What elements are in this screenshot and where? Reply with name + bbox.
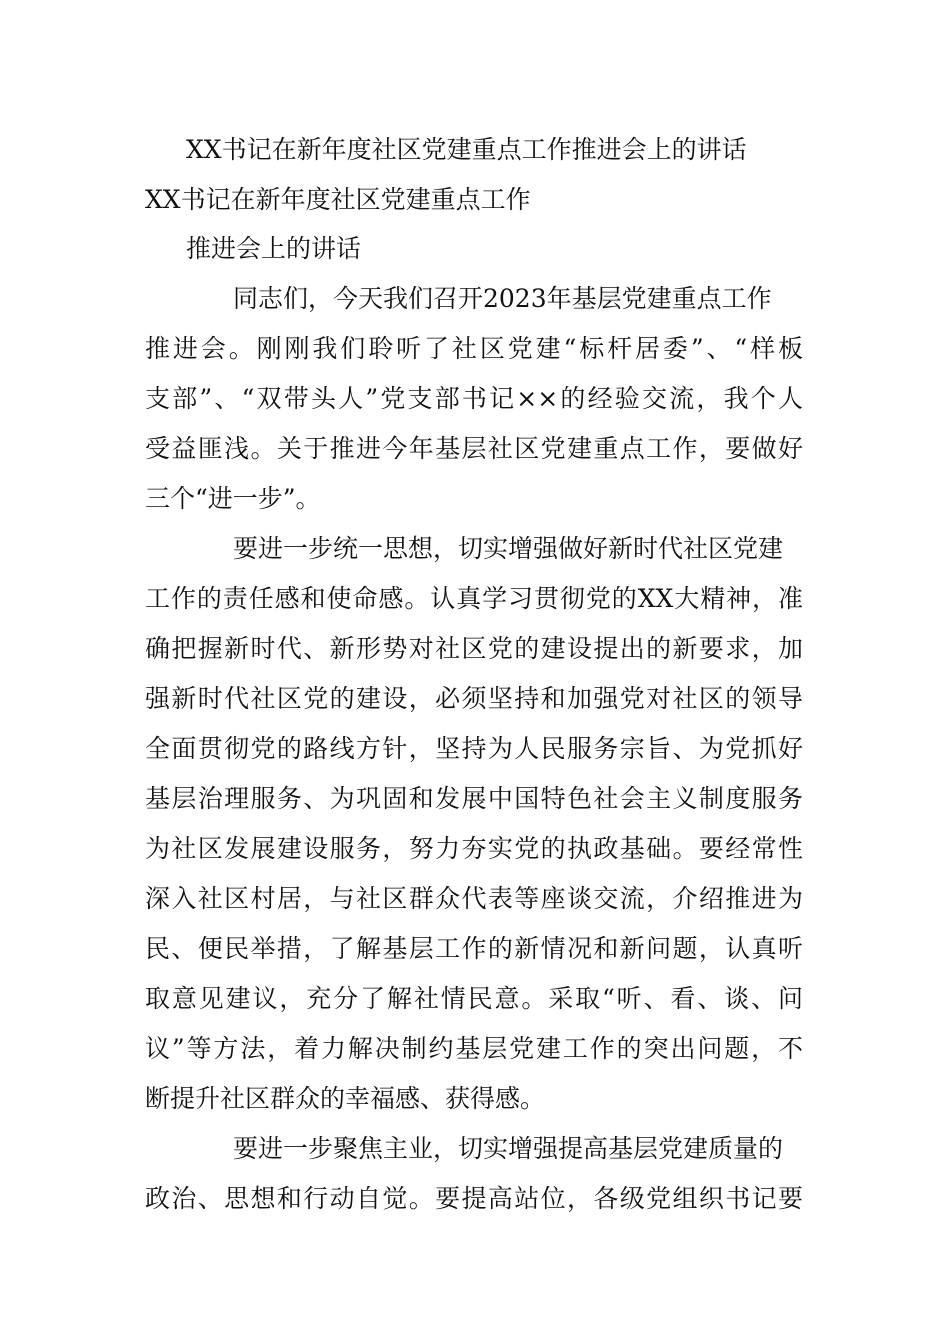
- paragraph-1-line: 推进会。刚刚我们聆听了社区党建“标杆居委”、“样板: [145, 334, 803, 363]
- paragraph-1-line: 三个“进一步”。: [145, 484, 321, 513]
- paragraph-2-line: 基层治理服务、为巩固和发展中国特色社会主义制度服务: [145, 784, 803, 813]
- paragraph-2-line: 断提升社区群众的幸福感、获得感。: [145, 1084, 546, 1113]
- paragraph-2-line: 工作的责任感和使命感。认真学习贯彻党的XX大精神，准: [145, 584, 803, 613]
- paragraph-2-line: 民、便民举措，了解基层工作的新情况和新问题，认真听: [145, 934, 803, 963]
- document-title-line-1: XX书记在新年度社区党建重点工作: [145, 185, 531, 214]
- paragraph-1-line: 支部”、“双带头人”党支部书记××的经验交流，我个人: [145, 384, 803, 413]
- document-title-line-2: 推进会上的讲话: [186, 234, 362, 263]
- paragraph-2-line: 为社区发展建设服务，努力夯实党的执政基础。要经常性: [145, 834, 803, 863]
- paragraph-2-line: 议”等方法，着力解决制约基层党建工作的突出问题，不: [145, 1034, 803, 1063]
- paragraph-2-line: 全面贯彻党的路线方针，坚持为人民服务宗旨、为党抓好: [145, 734, 803, 763]
- document-heading: XX书记在新年度社区党建重点工作推进会上的讲话: [186, 135, 747, 164]
- paragraph-2-line: 深入社区村居，与社区群众代表等座谈交流，介绍推进为: [145, 884, 803, 913]
- paragraph-1-line: 同志们，今天我们召开2023年基层党建重点工作: [233, 284, 772, 313]
- paragraph-2-line: 确把握新时代、新形势对社区党的建设提出的新要求，加: [145, 634, 803, 663]
- paragraph-2-line: 取意见建议，充分了解社情民意。采取“听、看、谈、问: [145, 984, 803, 1013]
- paragraph-3-line: 政治、思想和行动自觉。要提高站位，各级党组织书记要: [145, 1184, 803, 1213]
- paragraph-2-line: 强新时代社区党的建设，必须坚持和加强党对社区的领导: [145, 684, 803, 713]
- paragraph-2-line: 要进一步统一思想，切实增强做好新时代社区党建: [233, 534, 784, 563]
- paragraph-3-line: 要进一步聚焦主业，切实增强提高基层党建质量的: [233, 1134, 784, 1163]
- paragraph-1-line: 受益匪浅。关于推进今年基层社区党建重点工作，要做好: [145, 434, 803, 463]
